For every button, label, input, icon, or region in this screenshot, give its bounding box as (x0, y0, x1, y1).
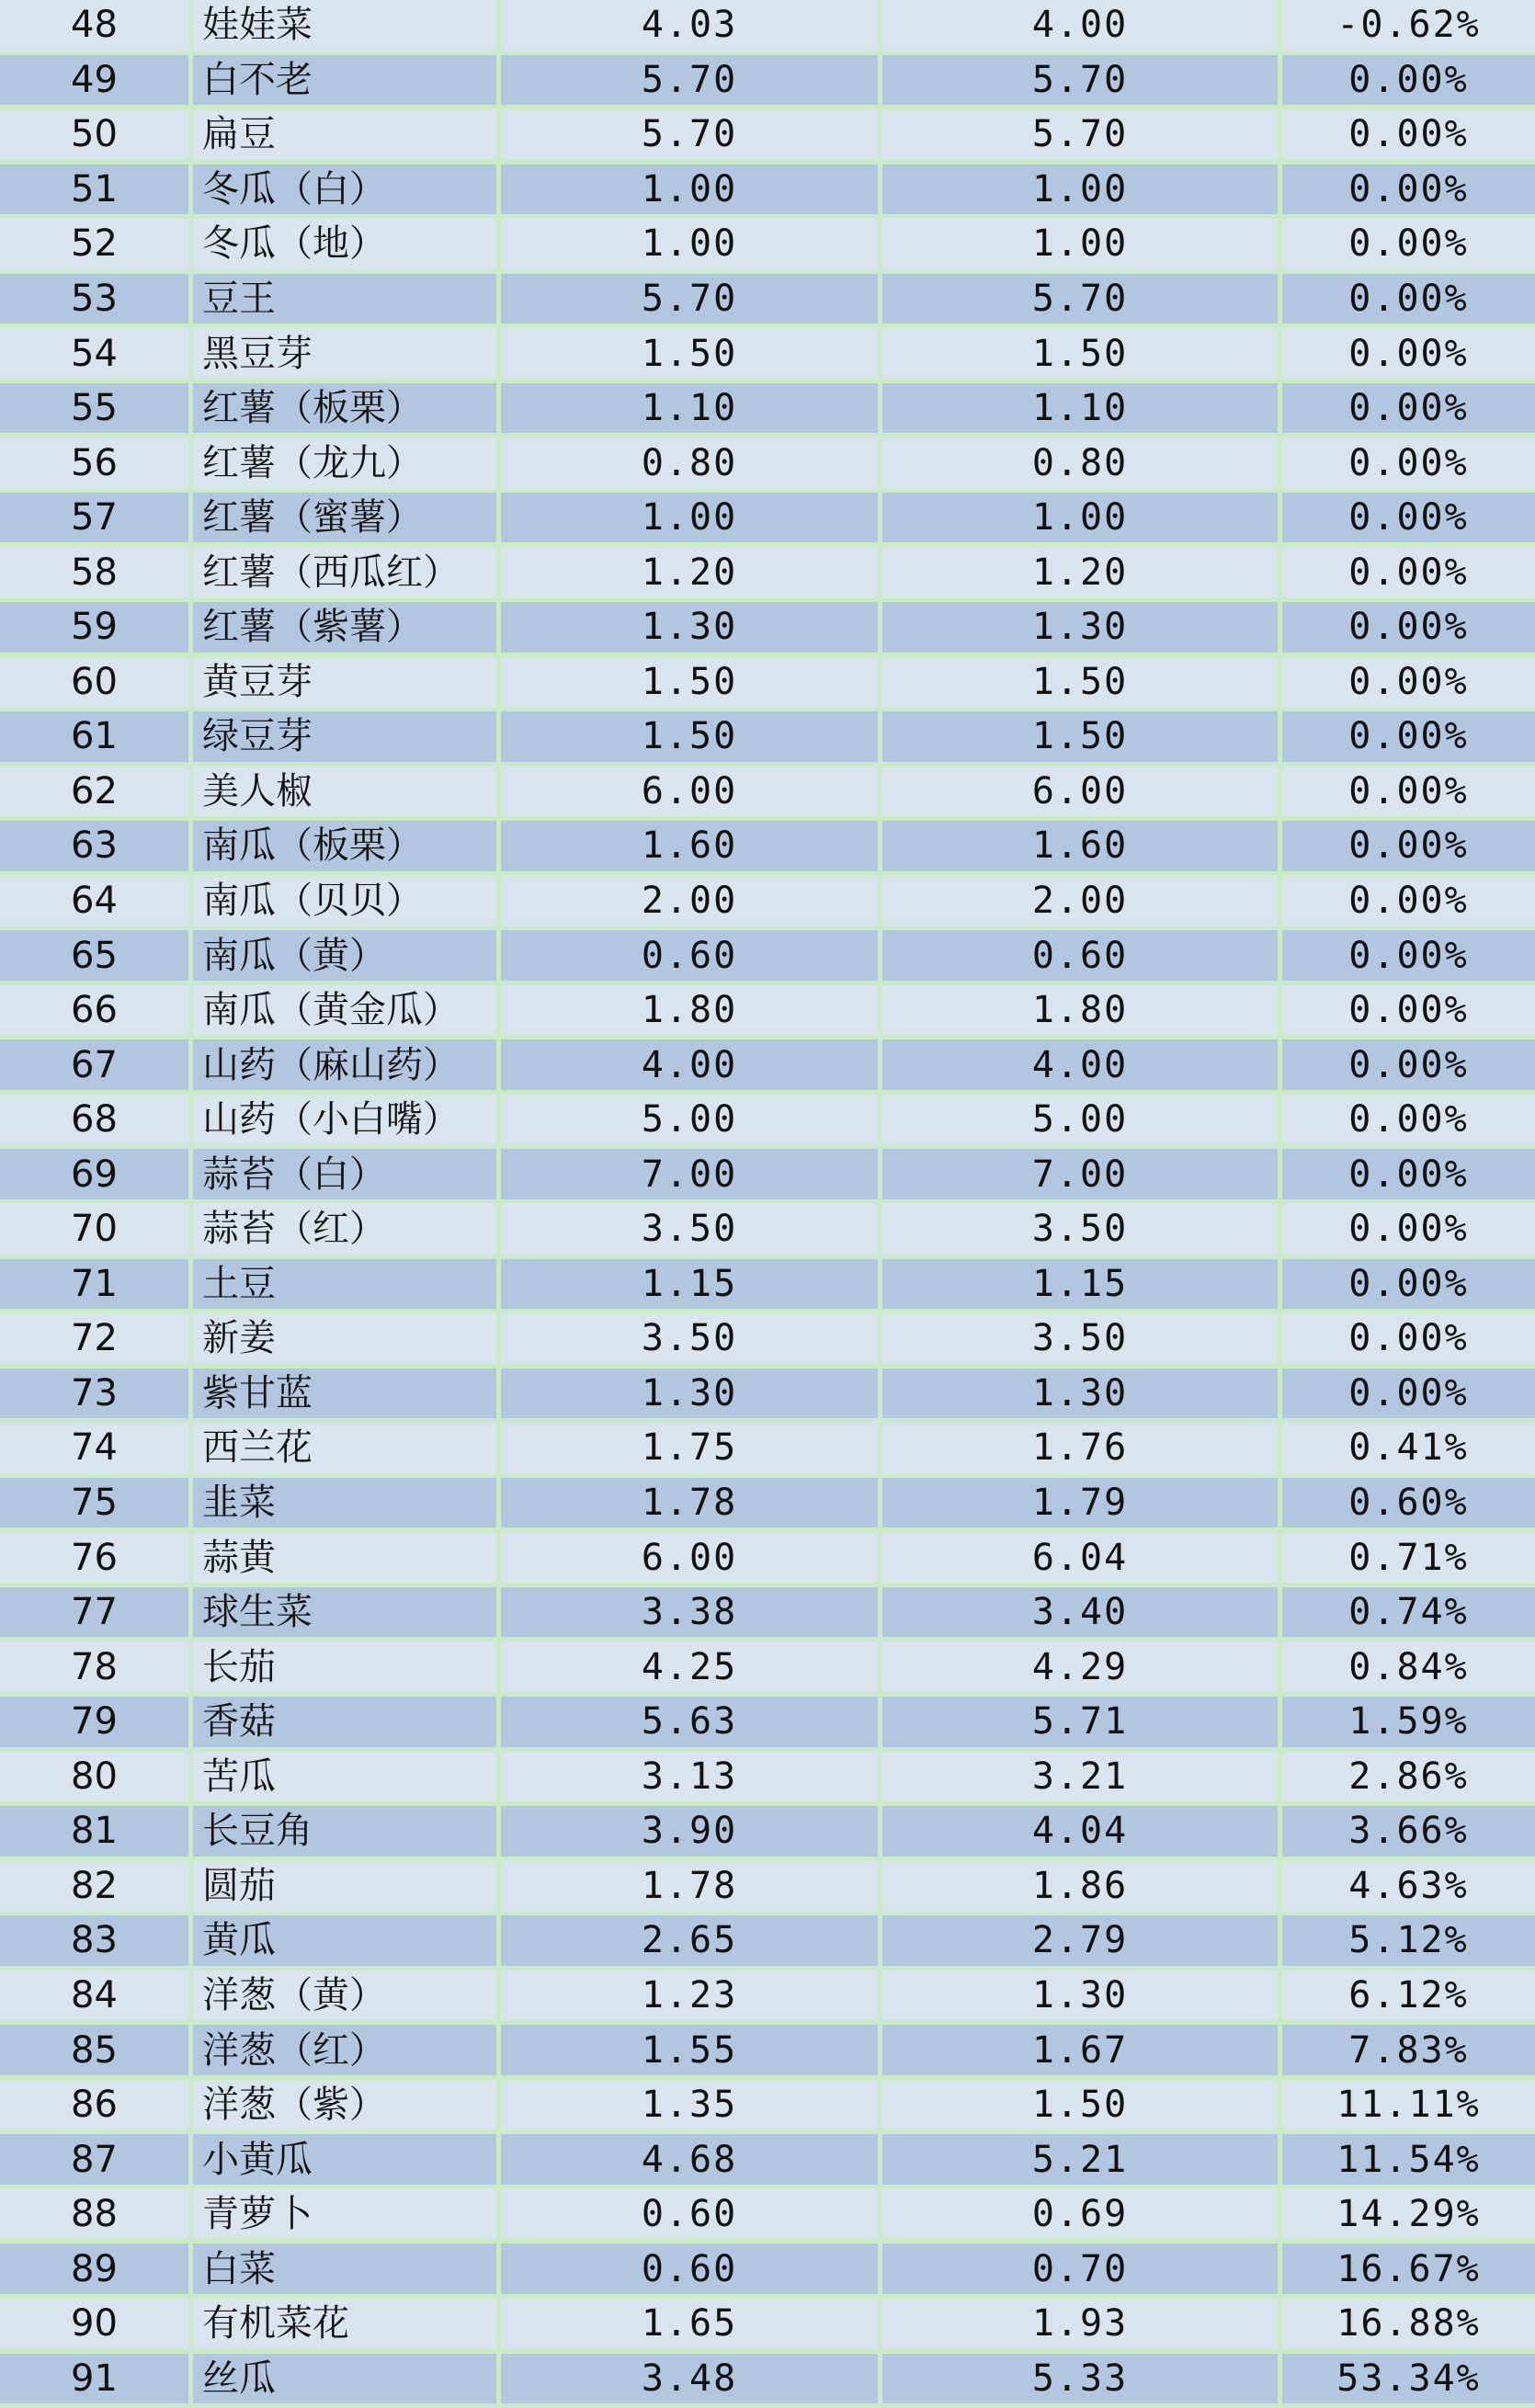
row-number-cell: 62 (0, 767, 193, 822)
row-number-cell: 73 (0, 1369, 193, 1424)
table-row (0, 1423, 1535, 1478)
row-number-cell: 68 (0, 1095, 193, 1150)
change-percent-cell: 0.00% (1282, 1259, 1535, 1314)
table-row (0, 328, 1535, 383)
current-price-cell: 1.50 (882, 328, 1282, 383)
current-price-cell: 0.70 (882, 2243, 1282, 2299)
row-number-cell: 61 (0, 711, 193, 767)
previous-price-cell: 3.48 (501, 2354, 882, 2408)
row-number-cell: 75 (0, 1478, 193, 1533)
item-name-cell: 冬瓜（地） (193, 219, 501, 274)
row-number-cell: 72 (0, 1313, 193, 1369)
item-name-cell: 南瓜（黄金瓜） (193, 985, 501, 1040)
item-name-cell: 韭菜 (193, 1478, 501, 1533)
table-row (0, 55, 1535, 110)
item-name-cell: 苦瓜 (193, 1752, 501, 1807)
table-row (0, 0, 1535, 55)
row-number-cell: 48 (0, 0, 193, 55)
item-name-cell: 山药（麻山药） (193, 1039, 501, 1095)
current-price-cell: 2.79 (882, 1915, 1282, 1971)
item-name-cell: 蒜苔（红） (193, 1204, 501, 1259)
previous-price-cell: 3.38 (501, 1587, 882, 1642)
item-name-cell: 洋葱（红） (193, 2025, 501, 2080)
item-name-cell: 娃娃菜 (193, 0, 501, 55)
previous-price-cell: 1.50 (501, 328, 882, 383)
item-name-cell: 香菇 (193, 1697, 501, 1752)
previous-price-cell: 3.50 (501, 1313, 882, 1369)
current-price-cell: 5.33 (882, 2354, 1282, 2408)
previous-price-cell: 2.00 (501, 876, 882, 931)
row-number-cell: 83 (0, 1915, 193, 1971)
table-row (0, 2134, 1535, 2189)
current-price-cell: 1.00 (882, 493, 1282, 548)
row-number-cell: 53 (0, 274, 193, 329)
change-percent-cell: 0.00% (1282, 1095, 1535, 1150)
item-name-cell: 黄瓜 (193, 1915, 501, 1971)
change-percent-cell: 53.34% (1282, 2354, 1535, 2408)
table-row (0, 1039, 1535, 1095)
table-row (0, 547, 1535, 602)
item-name-cell: 白不老 (193, 55, 501, 110)
previous-price-cell: 1.30 (501, 602, 882, 657)
previous-price-cell: 1.00 (501, 165, 882, 220)
previous-price-cell: 1.78 (501, 1861, 882, 1916)
change-percent-cell: 0.00% (1282, 985, 1535, 1040)
item-name-cell: 青萝卜 (193, 2189, 501, 2244)
row-number-cell: 54 (0, 328, 193, 383)
table-row (0, 1204, 1535, 1259)
change-percent-cell: 7.83% (1282, 2025, 1535, 2080)
item-name-cell: 白菜 (193, 2243, 501, 2299)
current-price-cell: 0.69 (882, 2189, 1282, 2244)
current-price-cell: 6.04 (882, 1532, 1282, 1587)
current-price-cell: 0.80 (882, 437, 1282, 493)
change-percent-cell: 0.00% (1282, 930, 1535, 985)
previous-price-cell: 1.10 (501, 383, 882, 438)
change-percent-cell: 0.74% (1282, 1587, 1535, 1642)
change-percent-cell: 0.00% (1282, 1039, 1535, 1095)
change-percent-cell: 1.59% (1282, 1697, 1535, 1752)
table-row (0, 876, 1535, 931)
row-number-cell: 65 (0, 930, 193, 985)
table-row (0, 930, 1535, 985)
previous-price-cell: 4.68 (501, 2134, 882, 2189)
current-price-cell: 1.00 (882, 219, 1282, 274)
table-row (0, 2243, 1535, 2299)
current-price-cell: 4.04 (882, 1806, 1282, 1861)
previous-price-cell: 4.00 (501, 1039, 882, 1095)
previous-price-cell: 1.50 (501, 657, 882, 712)
row-number-cell: 70 (0, 1204, 193, 1259)
row-number-cell: 59 (0, 602, 193, 657)
row-number-cell: 63 (0, 821, 193, 876)
row-number-cell: 50 (0, 109, 193, 165)
change-percent-cell: 0.00% (1282, 165, 1535, 220)
change-percent-cell: 11.11% (1282, 2080, 1535, 2135)
row-number-cell: 71 (0, 1259, 193, 1314)
row-number-cell: 77 (0, 1587, 193, 1642)
previous-price-cell: 0.80 (501, 437, 882, 493)
change-percent-cell: 4.63% (1282, 1861, 1535, 1916)
previous-price-cell: 0.60 (501, 2243, 882, 2299)
previous-price-cell: 7.00 (501, 1149, 882, 1204)
table-row (0, 1861, 1535, 1916)
item-name-cell: 蒜黄 (193, 1532, 501, 1587)
row-number-cell: 76 (0, 1532, 193, 1587)
item-name-cell: 有机菜花 (193, 2299, 501, 2354)
row-number-cell: 85 (0, 2025, 193, 2080)
item-name-cell: 南瓜（板栗） (193, 821, 501, 876)
item-name-cell: 南瓜（黄） (193, 930, 501, 985)
item-name-cell: 红薯（西瓜红） (193, 547, 501, 602)
previous-price-cell: 4.25 (501, 1641, 882, 1697)
table-row (0, 2354, 1535, 2408)
table-row (0, 1532, 1535, 1587)
previous-price-cell: 3.50 (501, 1204, 882, 1259)
current-price-cell: 1.10 (882, 383, 1282, 438)
current-price-cell: 5.71 (882, 1697, 1282, 1752)
row-number-cell: 52 (0, 219, 193, 274)
item-name-cell: 南瓜（贝贝） (193, 876, 501, 931)
change-percent-cell: 0.00% (1282, 1149, 1535, 1204)
previous-price-cell: 6.00 (501, 1532, 882, 1587)
table-row (0, 493, 1535, 548)
change-percent-cell: 0.00% (1282, 383, 1535, 438)
item-name-cell: 球生菜 (193, 1587, 501, 1642)
previous-price-cell: 5.70 (501, 109, 882, 165)
change-percent-cell: 2.86% (1282, 1752, 1535, 1807)
current-price-cell: 1.60 (882, 821, 1282, 876)
row-number-cell: 67 (0, 1039, 193, 1095)
table-row (0, 437, 1535, 493)
row-number-cell: 64 (0, 876, 193, 931)
current-price-cell: 1.79 (882, 1478, 1282, 1533)
item-name-cell: 西兰花 (193, 1423, 501, 1478)
item-name-cell: 黄豆芽 (193, 657, 501, 712)
row-number-cell: 49 (0, 55, 193, 110)
table-row (0, 109, 1535, 165)
item-name-cell: 新姜 (193, 1313, 501, 1369)
change-percent-cell: 0.00% (1282, 767, 1535, 822)
change-percent-cell: 0.00% (1282, 1369, 1535, 1424)
row-number-cell: 55 (0, 383, 193, 438)
current-price-cell: 1.93 (882, 2299, 1282, 2354)
item-name-cell: 丝瓜 (193, 2354, 501, 2408)
previous-price-cell: 5.00 (501, 1095, 882, 1150)
row-number-cell: 58 (0, 547, 193, 602)
table-row (0, 602, 1535, 657)
change-percent-cell: 0.00% (1282, 219, 1535, 274)
row-number-cell: 82 (0, 1861, 193, 1916)
change-percent-cell: 6.12% (1282, 1971, 1535, 2026)
table-row (0, 2025, 1535, 2080)
table-row (0, 1697, 1535, 1752)
change-percent-cell: 0.00% (1282, 547, 1535, 602)
item-name-cell: 豆王 (193, 274, 501, 329)
current-price-cell: 1.50 (882, 2080, 1282, 2135)
row-number-cell: 81 (0, 1806, 193, 1861)
current-price-cell: 1.50 (882, 657, 1282, 712)
row-number-cell: 91 (0, 2354, 193, 2408)
current-price-cell: 3.50 (882, 1313, 1282, 1369)
previous-price-cell: 4.03 (501, 0, 882, 55)
table-row (0, 1369, 1535, 1424)
table-row (0, 1752, 1535, 1807)
table-row (0, 1259, 1535, 1314)
current-price-cell: 2.00 (882, 876, 1282, 931)
table-row (0, 711, 1535, 767)
current-price-cell: 5.70 (882, 274, 1282, 329)
current-price-cell: 4.00 (882, 0, 1282, 55)
item-name-cell: 洋葱（黄） (193, 1971, 501, 2026)
item-name-cell: 长茄 (193, 1641, 501, 1697)
change-percent-cell: -0.62% (1282, 0, 1535, 55)
previous-price-cell: 1.65 (501, 2299, 882, 2354)
row-number-cell: 80 (0, 1752, 193, 1807)
table-row (0, 657, 1535, 712)
current-price-cell: 4.29 (882, 1641, 1282, 1697)
change-percent-cell: 16.88% (1282, 2299, 1535, 2354)
table-row (0, 274, 1535, 329)
table-row (0, 165, 1535, 220)
change-percent-cell: 5.12% (1282, 1915, 1535, 1971)
previous-price-cell: 0.60 (501, 930, 882, 985)
row-number-cell: 87 (0, 2134, 193, 2189)
row-number-cell: 86 (0, 2080, 193, 2135)
previous-price-cell: 1.15 (501, 1259, 882, 1314)
change-percent-cell: 0.00% (1282, 109, 1535, 165)
current-price-cell: 3.50 (882, 1204, 1282, 1259)
previous-price-cell: 1.50 (501, 711, 882, 767)
row-number-cell: 90 (0, 2299, 193, 2354)
current-price-cell: 1.00 (882, 165, 1282, 220)
change-percent-cell: 0.00% (1282, 55, 1535, 110)
current-price-cell: 5.00 (882, 1095, 1282, 1150)
previous-price-cell: 3.13 (501, 1752, 882, 1807)
change-percent-cell: 0.00% (1282, 1204, 1535, 1259)
change-percent-cell: 0.71% (1282, 1532, 1535, 1587)
item-name-cell: 长豆角 (193, 1806, 501, 1861)
previous-price-cell: 2.65 (501, 1915, 882, 1971)
item-name-cell: 红薯（龙九） (193, 437, 501, 493)
row-number-cell: 88 (0, 2189, 193, 2244)
table-row (0, 1313, 1535, 1369)
change-percent-cell: 0.00% (1282, 602, 1535, 657)
previous-price-cell: 3.90 (501, 1806, 882, 1861)
current-price-cell: 5.70 (882, 109, 1282, 165)
previous-price-cell: 1.00 (501, 219, 882, 274)
change-percent-cell: 11.54% (1282, 2134, 1535, 2189)
item-name-cell: 绿豆芽 (193, 711, 501, 767)
item-name-cell: 紫甘蓝 (193, 1369, 501, 1424)
table-row (0, 2080, 1535, 2135)
change-percent-cell: 14.29% (1282, 2189, 1535, 2244)
current-price-cell: 1.76 (882, 1423, 1282, 1478)
previous-price-cell: 1.23 (501, 1971, 882, 2026)
row-number-cell: 84 (0, 1971, 193, 2026)
previous-price-cell: 6.00 (501, 767, 882, 822)
current-price-cell: 1.80 (882, 985, 1282, 1040)
current-price-cell: 1.67 (882, 2025, 1282, 2080)
row-number-cell: 69 (0, 1149, 193, 1204)
item-name-cell: 圆茄 (193, 1861, 501, 1916)
previous-price-cell: 1.75 (501, 1423, 882, 1478)
row-number-cell: 78 (0, 1641, 193, 1697)
change-percent-cell: 0.00% (1282, 1313, 1535, 1369)
change-percent-cell: 0.84% (1282, 1641, 1535, 1697)
item-name-cell: 土豆 (193, 1259, 501, 1314)
table-row (0, 985, 1535, 1040)
current-price-cell: 5.21 (882, 2134, 1282, 2189)
current-price-cell: 1.15 (882, 1259, 1282, 1314)
change-percent-cell: 0.60% (1282, 1478, 1535, 1533)
table-row (0, 1149, 1535, 1204)
table-row (0, 1587, 1535, 1642)
table-row (0, 1478, 1535, 1533)
previous-price-cell: 1.55 (501, 2025, 882, 2080)
item-name-cell: 山药（小白嘴） (193, 1095, 501, 1150)
current-price-cell: 1.50 (882, 711, 1282, 767)
previous-price-cell: 5.70 (501, 274, 882, 329)
previous-price-cell: 1.80 (501, 985, 882, 1040)
change-percent-cell: 0.00% (1282, 493, 1535, 548)
current-price-cell: 1.86 (882, 1861, 1282, 1916)
previous-price-cell: 0.60 (501, 2189, 882, 2244)
row-number-cell: 57 (0, 493, 193, 548)
table-row (0, 2299, 1535, 2354)
current-price-cell: 7.00 (882, 1149, 1282, 1204)
current-price-cell: 1.20 (882, 547, 1282, 602)
table-row (0, 383, 1535, 438)
table-row (0, 767, 1535, 822)
previous-price-cell: 1.35 (501, 2080, 882, 2135)
table-row (0, 1915, 1535, 1971)
table-row (0, 219, 1535, 274)
current-price-cell: 4.00 (882, 1039, 1282, 1095)
row-number-cell: 56 (0, 437, 193, 493)
previous-price-cell: 5.70 (501, 55, 882, 110)
table-row (0, 1971, 1535, 2026)
current-price-cell: 0.60 (882, 930, 1282, 985)
item-name-cell: 美人椒 (193, 767, 501, 822)
item-name-cell: 扁豆 (193, 109, 501, 165)
change-percent-cell: 0.00% (1282, 821, 1535, 876)
previous-price-cell: 1.30 (501, 1369, 882, 1424)
row-number-cell: 79 (0, 1697, 193, 1752)
previous-price-cell: 1.00 (501, 493, 882, 548)
change-percent-cell: 0.00% (1282, 876, 1535, 931)
change-percent-cell: 0.00% (1282, 274, 1535, 329)
item-name-cell: 红薯（板栗） (193, 383, 501, 438)
change-percent-cell: 0.41% (1282, 1423, 1535, 1478)
table-row (0, 1641, 1535, 1697)
current-price-cell: 5.70 (882, 55, 1282, 110)
previous-price-cell: 1.60 (501, 821, 882, 876)
previous-price-cell: 1.20 (501, 547, 882, 602)
table-row (0, 821, 1535, 876)
previous-price-cell: 1.78 (501, 1478, 882, 1533)
change-percent-cell: 3.66% (1282, 1806, 1535, 1861)
table-row (0, 1095, 1535, 1150)
row-number-cell: 89 (0, 2243, 193, 2299)
item-name-cell: 黑豆芽 (193, 328, 501, 383)
row-number-cell: 74 (0, 1423, 193, 1478)
item-name-cell: 红薯（紫薯） (193, 602, 501, 657)
previous-price-cell: 5.63 (501, 1697, 882, 1752)
current-price-cell: 3.21 (882, 1752, 1282, 1807)
item-name-cell: 小黄瓜 (193, 2134, 501, 2189)
current-price-cell: 1.30 (882, 1971, 1282, 2026)
current-price-cell: 1.30 (882, 602, 1282, 657)
row-number-cell: 66 (0, 985, 193, 1040)
table-row (0, 1806, 1535, 1861)
current-price-cell: 6.00 (882, 767, 1282, 822)
current-price-cell: 1.30 (882, 1369, 1282, 1424)
row-number-cell: 60 (0, 657, 193, 712)
item-name-cell: 洋葱（紫） (193, 2080, 501, 2135)
table-row (0, 2189, 1535, 2244)
item-name-cell: 冬瓜（白） (193, 165, 501, 220)
current-price-cell: 3.40 (882, 1587, 1282, 1642)
row-number-cell: 51 (0, 165, 193, 220)
change-percent-cell: 0.00% (1282, 328, 1535, 383)
item-name-cell: 红薯（蜜薯） (193, 493, 501, 548)
change-percent-cell: 0.00% (1282, 711, 1535, 767)
change-percent-cell: 0.00% (1282, 657, 1535, 712)
change-percent-cell: 16.67% (1282, 2243, 1535, 2299)
item-name-cell: 蒜苔（白） (193, 1149, 501, 1204)
change-percent-cell: 0.00% (1282, 437, 1535, 493)
